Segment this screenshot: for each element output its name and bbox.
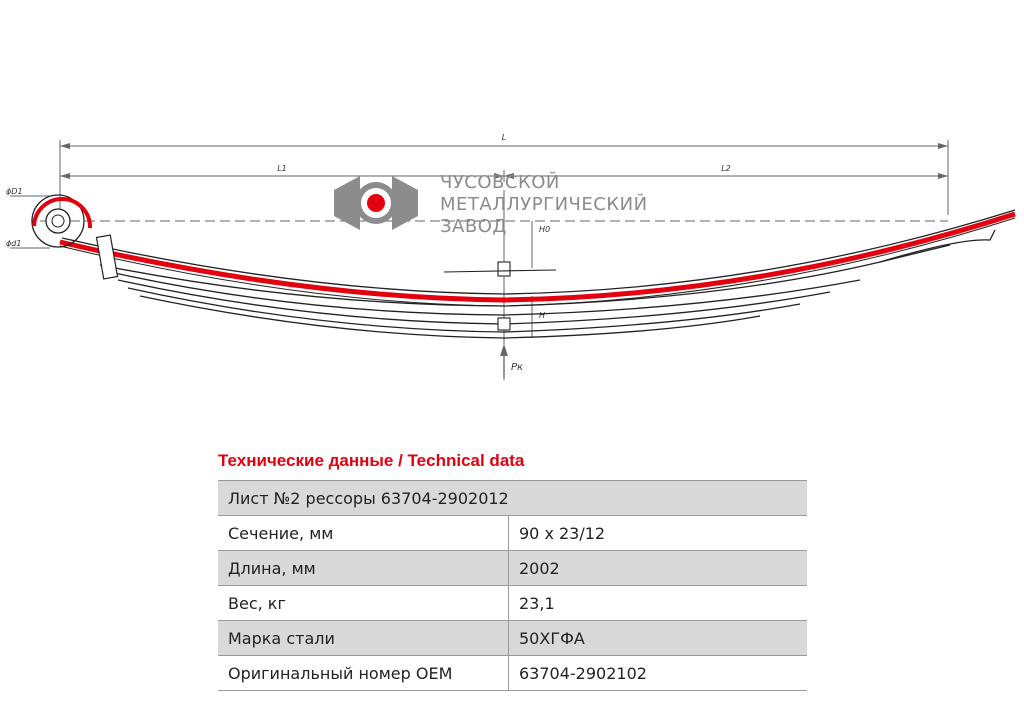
row-value: 2002	[509, 551, 808, 586]
row-label: Оригинальный номер OEM	[218, 656, 509, 691]
label-left-length: L1	[277, 164, 287, 173]
logo-line-3: ЗАВОД	[440, 216, 507, 237]
company-logo-mark	[330, 172, 422, 234]
label-right-length: L2	[721, 164, 731, 173]
table-header-row	[218, 481, 807, 516]
table-row	[218, 516, 807, 551]
company-logo-text	[440, 172, 648, 238]
table-header: Лист №2 рессоры 63704-2902012	[218, 481, 807, 516]
table-row	[218, 586, 807, 621]
label-load: Pк	[511, 362, 524, 373]
row-value: 90 x 23/12	[509, 516, 808, 551]
row-value: 23,1	[509, 586, 808, 621]
table-row	[218, 621, 807, 656]
label-eye-inner: ϕd1	[6, 239, 22, 248]
row-value: 63704-2902102	[509, 656, 808, 691]
table-row	[218, 551, 807, 586]
logo-line-1: ЧУСОВСКОЙ	[440, 172, 560, 193]
label-eye-outer: ϕD1	[6, 187, 23, 196]
row-label: Длина, мм	[218, 551, 509, 586]
row-value: 50ХГФА	[509, 621, 808, 656]
row-label: Сечение, мм	[218, 516, 509, 551]
technical-data-title: Технические данные / Technical data	[218, 451, 525, 470]
label-free-height: H0	[539, 225, 551, 234]
rebound-clip	[96, 235, 117, 279]
row-label: Вес, кг	[218, 586, 509, 621]
row-label: Марка стали	[218, 621, 509, 656]
label-arc-height: H	[539, 311, 546, 320]
table-row	[218, 656, 807, 691]
label-overall-length: L	[501, 133, 507, 142]
technical-data-table	[218, 480, 807, 691]
logo-line-2: МЕТАЛЛУРГИЧЕСКИЙ	[440, 194, 648, 215]
